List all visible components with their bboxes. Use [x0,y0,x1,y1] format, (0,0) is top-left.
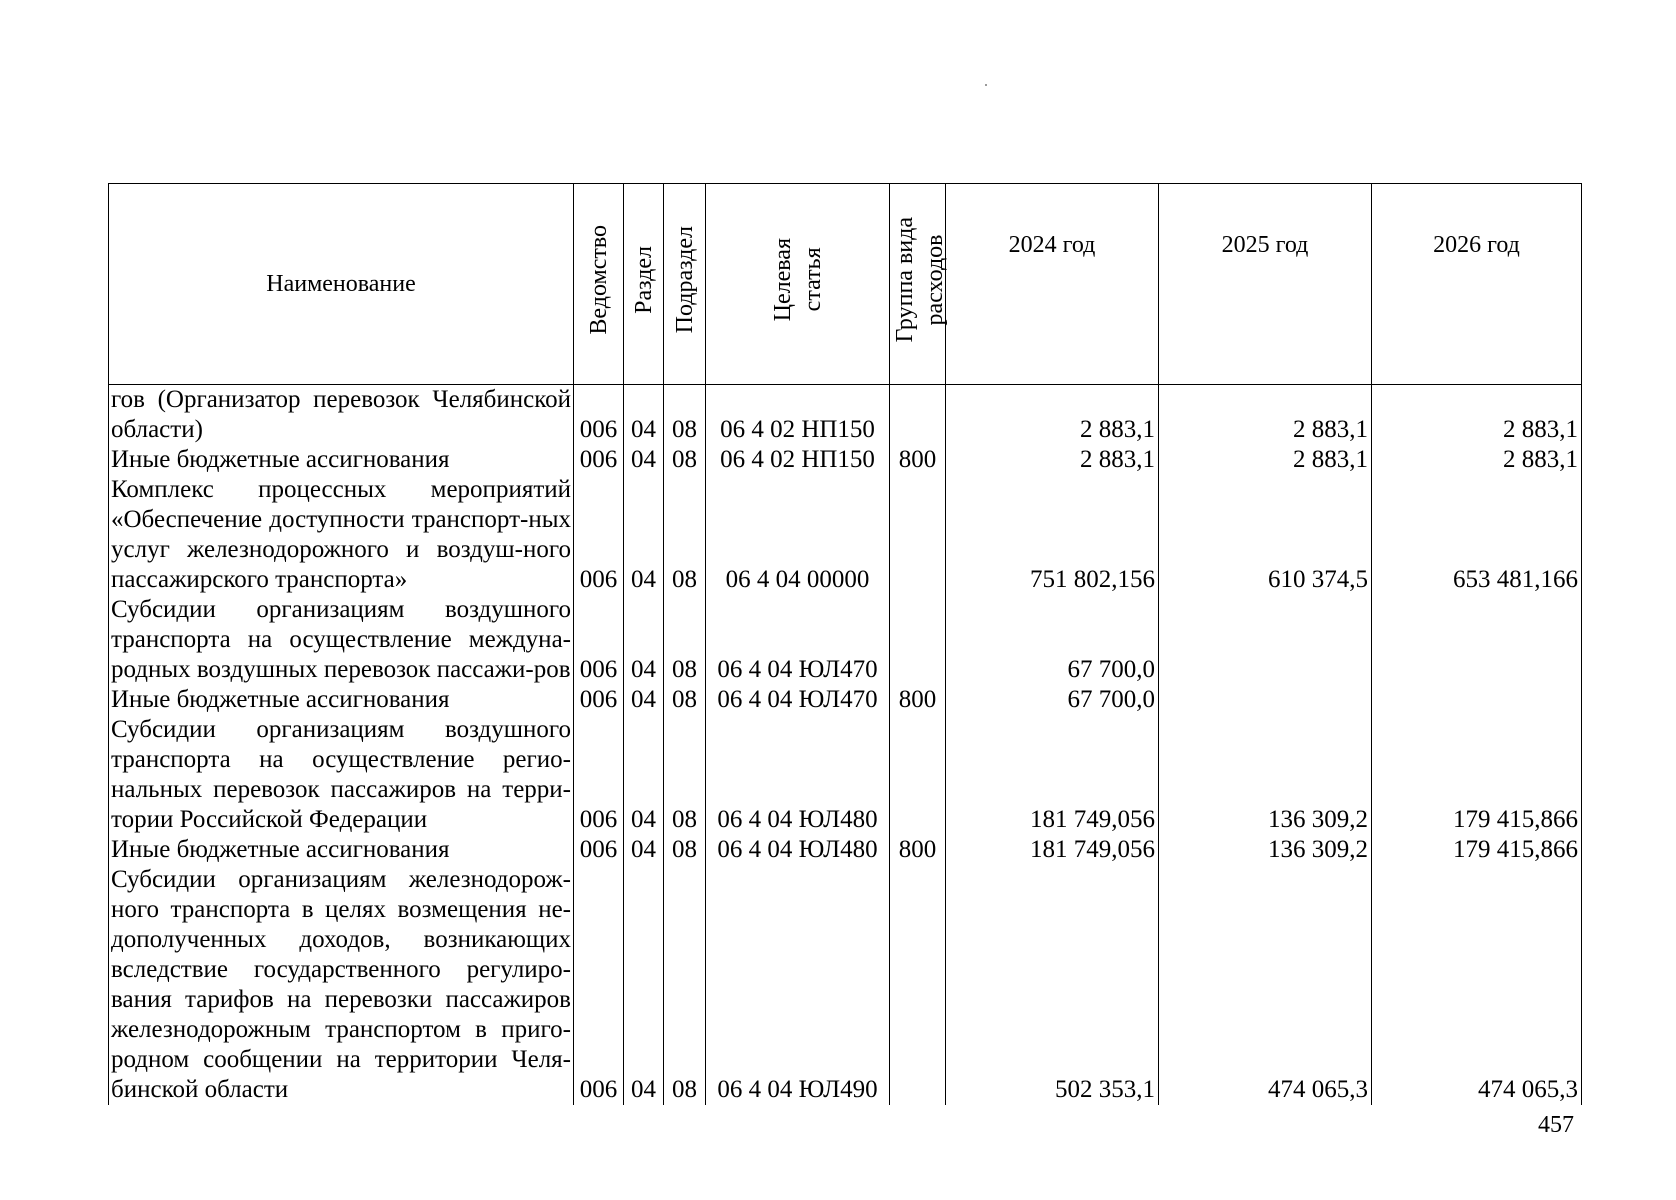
table-row [109,595,1582,685]
row-value-2025: 2 883,1 [1159,385,1372,446]
row-razdel: 04 [624,445,664,475]
row-vedomstvo: 006 [574,865,624,1105]
header-razdel: Раздел [624,184,664,385]
row-gruppa: 800 [890,445,946,475]
header-year-2024: 2024 год [946,184,1159,385]
row-value-2026 [1372,685,1582,715]
row-celevaya-statya: 06 4 04 00000 [706,475,890,595]
row-value-2026: 653 481,166 [1372,475,1582,595]
row-razdel: 04 [624,835,664,865]
row-razdel: 04 [624,595,664,685]
row-podrazdel: 08 [664,595,706,685]
row-gruppa [890,385,946,446]
row-celevaya-statya: 06 4 04 ЮЛ480 [706,715,890,835]
row-name: Иные бюджетные ассигнования [109,445,574,475]
table-header [109,184,1582,385]
header-year-2025: 2025 год [1159,184,1372,385]
header-year-2026: 2026 год [1372,184,1582,385]
row-value-2024: 181 749,056 [946,835,1159,865]
row-celevaya-statya: 06 4 04 ЮЛ490 [706,865,890,1105]
row-gruppa [890,475,946,595]
table-body [109,385,1582,1106]
table-row [109,475,1582,595]
row-razdel: 04 [624,715,664,835]
row-value-2025 [1159,595,1372,685]
row-gruppa: 800 [890,835,946,865]
row-gruppa [890,595,946,685]
header-celevaya-statya: Целевая статья [706,184,890,385]
row-value-2025: 136 309,2 [1159,715,1372,835]
row-razdel: 04 [624,865,664,1105]
table-row [109,685,1582,715]
row-name: Комплекс процессных мероприятий «Обеспечение доступности транспорт-ных услуг железнодорожного и воздуш-ного пассажирского транспорта» [109,475,574,595]
row-vedomstvo: 006 [574,445,624,475]
scan-dot [985,84,987,86]
page-number: 457 [1538,1112,1574,1138]
row-name: Субсидии организациям воздушного транспорта на осуществление регио-нальных перевозок пассажиров на терри-тории Российской Федерации [109,715,574,835]
row-value-2026: 2 883,1 [1372,385,1582,446]
row-value-2024: 751 802,156 [946,475,1159,595]
row-value-2026: 179 415,866 [1372,835,1582,865]
row-vedomstvo: 006 [574,835,624,865]
table-row [109,715,1582,835]
header-name: Наименование [109,184,574,385]
row-vedomstvo: 006 [574,475,624,595]
row-gruppa [890,865,946,1105]
row-gruppa [890,715,946,835]
row-celevaya-statya: 06 4 02 НП150 [706,445,890,475]
row-name: Иные бюджетные ассигнования [109,685,574,715]
row-podrazdel: 08 [664,475,706,595]
row-podrazdel: 08 [664,385,706,446]
row-vedomstvo: 006 [574,685,624,715]
row-podrazdel: 08 [664,835,706,865]
header-gruppa-vida-rashodov: Группа вида расходов [890,184,946,385]
row-value-2025: 610 374,5 [1159,475,1372,595]
table-row [109,445,1582,475]
row-razdel: 04 [624,685,664,715]
row-vedomstvo: 006 [574,385,624,446]
row-value-2024: 67 700,0 [946,685,1159,715]
row-value-2024: 67 700,0 [946,595,1159,685]
header-podrazdel: Подраздел [664,184,706,385]
row-value-2026: 2 883,1 [1372,445,1582,475]
row-celevaya-statya: 06 4 04 ЮЛ480 [706,835,890,865]
table-row [109,385,1582,446]
row-value-2026: 474 065,3 [1372,865,1582,1105]
row-podrazdel: 08 [664,865,706,1105]
header-vedomstvo: Ведомство [574,184,624,385]
table-row [109,865,1582,1105]
row-name: Иные бюджетные ассигнования [109,835,574,865]
row-value-2024: 2 883,1 [946,385,1159,446]
row-podrazdel: 08 [664,445,706,475]
row-value-2024: 181 749,056 [946,715,1159,835]
row-celevaya-statya: 06 4 02 НП150 [706,385,890,446]
row-gruppa: 800 [890,685,946,715]
row-name: гов (Организатор перевозок Челябинской области) [109,385,574,446]
row-value-2024: 502 353,1 [946,865,1159,1105]
row-value-2025: 474 065,3 [1159,865,1372,1105]
row-razdel: 04 [624,475,664,595]
row-value-2025: 136 309,2 [1159,835,1372,865]
row-celevaya-statya: 06 4 04 ЮЛ470 [706,685,890,715]
row-value-2026: 179 415,866 [1372,715,1582,835]
row-vedomstvo: 006 [574,595,624,685]
row-value-2026 [1372,595,1582,685]
row-name: Субсидии организациям воздушного транспорта на осуществление междуна-родных воздушных перевозок пассажи-ров [109,595,574,685]
row-razdel: 04 [624,385,664,446]
row-name: Субсидии организациям железнодорож-ного транспорта в целях возмещения не-дополученных доходов, возникающих вследствие государственного регулиро-вания тарифов на перевозки пассажиров железнодорожным транспортом в приго-родном сообщении на территории Челя-бинской области [109,865,574,1105]
row-podrazdel: 08 [664,685,706,715]
row-vedomstvo: 006 [574,715,624,835]
row-podrazdel: 08 [664,715,706,835]
row-value-2025 [1159,685,1372,715]
row-value-2025: 2 883,1 [1159,445,1372,475]
row-celevaya-statya: 06 4 04 ЮЛ470 [706,595,890,685]
budget-table [108,183,1582,1105]
table-row [109,835,1582,865]
row-value-2024: 2 883,1 [946,445,1159,475]
